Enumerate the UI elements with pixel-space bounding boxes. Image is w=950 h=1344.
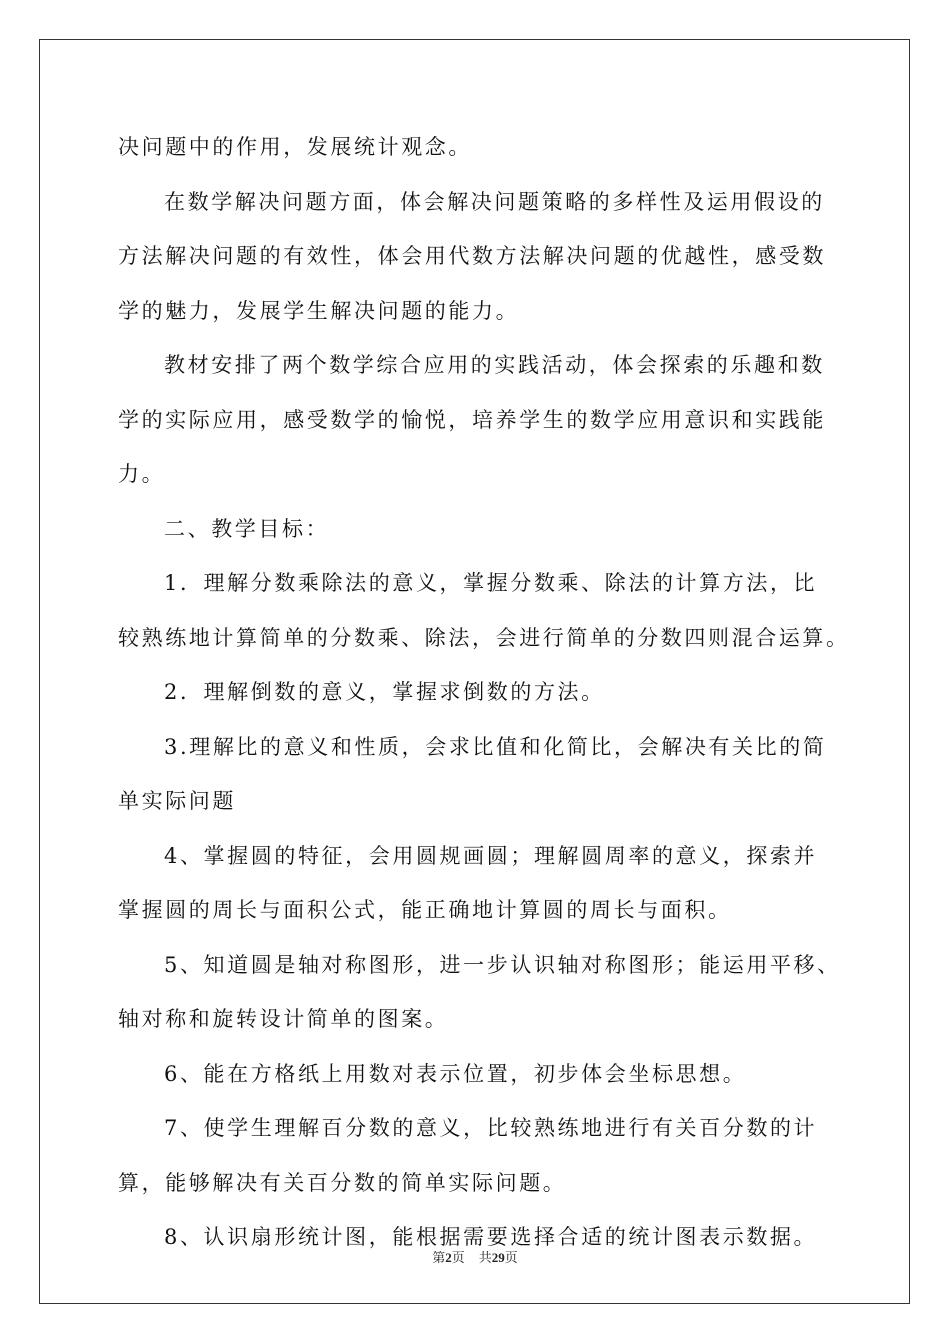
document-body <box>118 125 850 1270</box>
paragraph-start: 在数学解决问题方面，体会解决问题策略的多样性及运用假设的 <box>164 189 825 214</box>
text-line: 较熟练地计算简单的分数乘、除法，会进行简单的分数四则混合运算。 <box>118 625 850 650</box>
list-item-2: 2．理解倒数的意义，掌握求倒数的方法。 <box>164 680 605 704</box>
page-number: 2 <box>445 1250 452 1265</box>
list-item-5: 5、知道圆是轴对称图形，进一步认识轴对称图形；能运用平移、 <box>164 952 841 977</box>
total-suffix: 页 <box>504 1251 518 1266</box>
list-item-6: 6、能在方格纸上用数对表示位置，初步体会坐标思想。 <box>164 1061 747 1086</box>
text-line: 决问题中的作用，发展统计观念。 <box>118 135 472 159</box>
page-footer <box>0 1247 950 1266</box>
text-line: 轴对称和旋转设计简单的图案。 <box>118 1007 449 1031</box>
list-item-4: 4、掌握圆的特征，会用圆规画圆；理解圆周率的意义，探索并 <box>164 843 818 868</box>
text-line: 学的实际应用，感受数学的愉悦，培养学生的数学应用意识和实践能 <box>118 407 826 432</box>
total-prefix: 共 <box>478 1251 492 1266</box>
text-line: 单实际问题 <box>118 789 236 813</box>
section-heading: 二、教学目标： <box>164 516 330 541</box>
paragraph-start: 教材安排了两个数学综合应用的实践活动，体会探索的乐趣和数 <box>164 353 825 377</box>
text-line: 力。 <box>118 462 166 486</box>
list-item-3: 3.理解比的意义和性质，会求比值和化简比，会解决有关比的简 <box>164 734 827 759</box>
text-line: 掌握圆的周长与面积公式，能正确地计算圆的周长与面积。 <box>118 898 732 922</box>
text-line: 方法解决问题的有效性，体会用代数方法解决问题的优越性，感受数 <box>118 244 826 268</box>
text-line: 算，能够解决有关百分数的简单实际问题。 <box>118 1170 567 1195</box>
list-item-8: 8、认识扇形统计图，能根据需要选择合适的统计图表示数据。 <box>164 1225 818 1249</box>
list-item-1: 1．理解分数乘除法的意义，掌握分数乘、除法的计算方法，比 <box>164 571 818 595</box>
page-suffix: 页 <box>451 1251 465 1266</box>
total-pages: 29 <box>491 1250 505 1265</box>
list-item-7: 7、使学生理解百分数的意义，比较熟练地进行有关百分数的计 <box>164 1116 818 1140</box>
text-line: 学的魅力，发展学生解决问题的能力。 <box>118 298 520 323</box>
page-prefix: 第 <box>432 1251 446 1266</box>
